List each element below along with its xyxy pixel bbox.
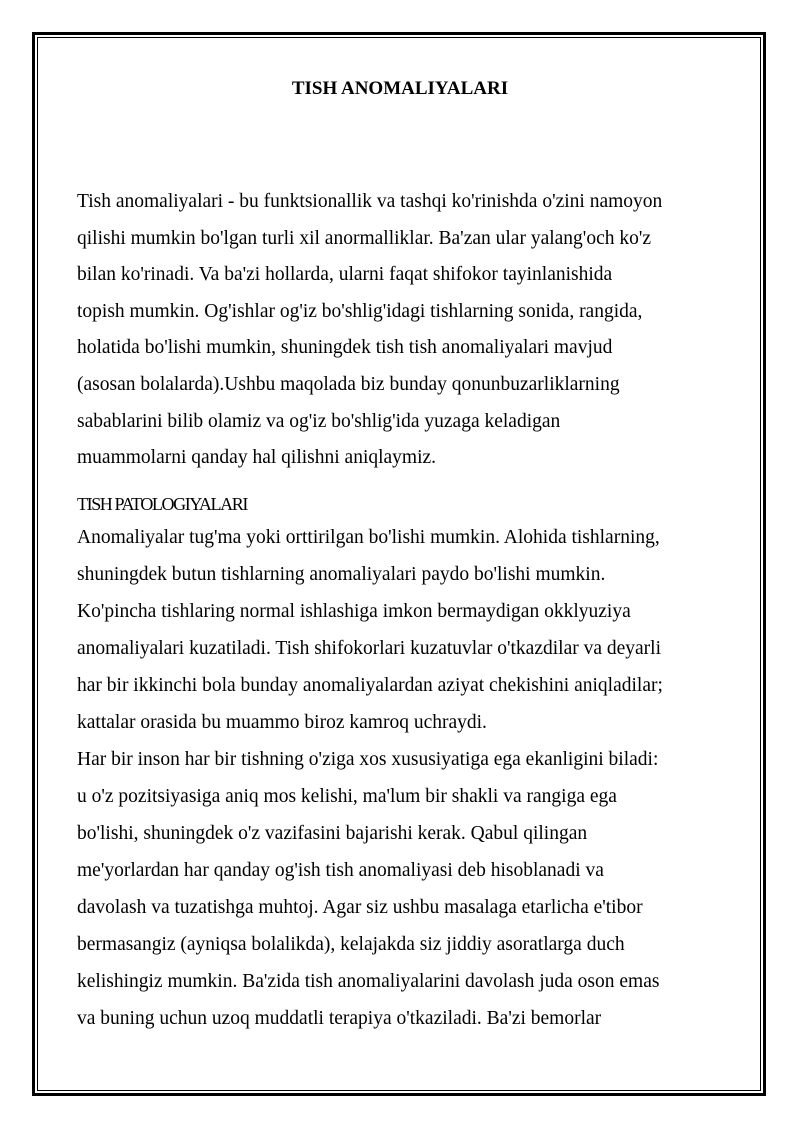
intro-paragraph	[77, 184, 737, 477]
paragraph-line: anomaliyalari kuzatiladi. Tish shifokorlari kuzatuvlar o'tkazdilar va deyarli	[77, 637, 662, 659]
paragraph-line: Ko'pincha tishlaring normal ishlashiga imkon bermaydigan okklyuziya	[77, 600, 631, 622]
paragraph-line: bermasangiz (ayniqsa bolalikda), kelajakda siz jiddiy asoratlarga duch	[77, 933, 625, 955]
paragraph-line: kattalar orasida bu muammo biroz kamroq uchraydi.	[77, 711, 487, 733]
section-heading: TISH PATOLOGIYALARI	[77, 493, 247, 514]
paragraph-line: va buning uchun uzoq muddatli terapiya o'tkaziladi. Ba'zi bemorlar	[77, 1007, 602, 1029]
intro-line: Tish anomaliyalari - bu funktsionallik va tashqi ko'rinishda o'zini namoyon	[77, 191, 663, 212]
paragraph-line: u o'z pozitsiyasiga aniq mos kelishi, ma'lum bir shakli va rangiga ega	[77, 785, 617, 807]
paragraph-line: har bir ikkinchi bola bunday anomaliyalardan aziyat chekishini aniqladilar;	[77, 674, 663, 696]
intro-line: sabablarini bilib olamiz va og'iz bo'shlig'ida yuzaga keladigan	[77, 410, 561, 432]
section-paragraph-2	[77, 741, 737, 1037]
paragraph-line: Anomaliyalar tug'ma yoki orttirilgan bo'lishi mumkin. Alohida tishlarning,	[77, 526, 660, 548]
document-body	[77, 184, 737, 1037]
paragraph-line: kelishingiz mumkin. Ba'zida tish anomaliyalarini davolash juda oson emas	[77, 970, 660, 992]
intro-line: muammolarni qanday hal qilishni aniqlaymiz.	[77, 447, 437, 469]
paragraph-line: davolash va tuzatishga muhtoj. Agar siz ushbu masalaga etarlicha e'tibor	[77, 896, 643, 918]
intro-line: topish mumkin. Og'ishlar og'iz bo'shlig'idagi tishlarning sonida, rangida,	[77, 300, 643, 322]
intro-line: bilan ko'rinadi. Va ba'zi hollarda, ularni faqat shifokor tayinlanishida	[77, 264, 613, 286]
paragraph-line: bo'lishi, shuningdek o'z vazifasini bajarishi kerak. Qabul qilingan	[77, 822, 588, 844]
section-paragraph-1	[77, 519, 737, 741]
paragraph-line: Har bir inson har bir tishning o'ziga xos xususiyatiga ega ekanligini biladi:	[77, 748, 659, 770]
paragraph-line: me'yorlardan har qanday og'ish tish anomaliyasi deb hisoblanadi va	[77, 859, 604, 881]
paragraph-line: shuningdek butun tishlarning anomaliyalari paydo bo'lishi mumkin.	[77, 563, 606, 585]
intro-line: qilishi mumkin bo'lgan turli xil anormalliklar. Ba'zan ular yalang'och ko'z	[77, 227, 652, 249]
intro-line: holatida bo'lishi mumkin, shuningdek tish tish anomaliyalari mavjud	[77, 337, 613, 359]
document-title: TISH ANOMALIYALARI	[291, 78, 509, 99]
intro-line: (asosan bolalarda).Ushbu maqolada biz bunday qonunbuzarliklarning	[77, 373, 620, 395]
